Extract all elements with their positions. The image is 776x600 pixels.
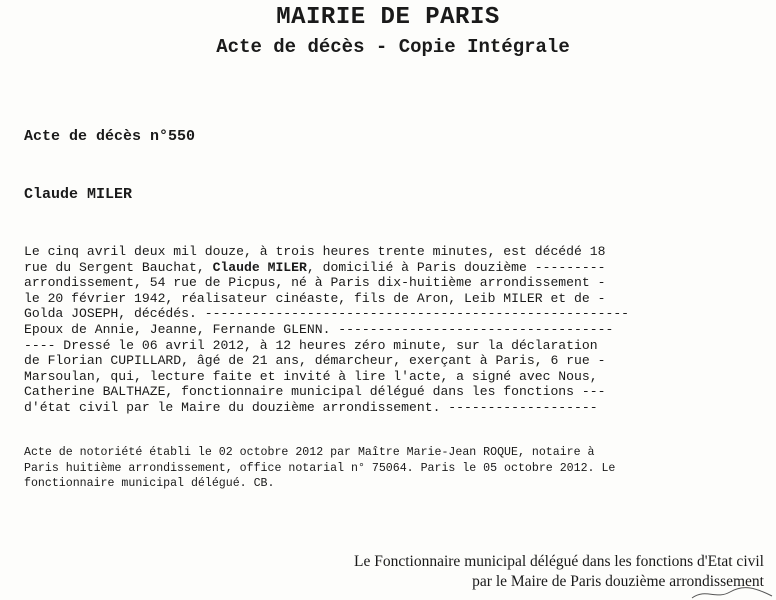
body-line: Epoux de Annie, Jeanne, Fernande GLENN. ----------------------------------- (24, 321, 614, 337)
death-record-body (24, 244, 684, 416)
body-line: ---- Dressé le 06 avril 2012, à 12 heures zéro minute, sur la déclaration (24, 337, 598, 353)
notoriety-notice (24, 445, 724, 492)
signature-line: Le Fonctionnaire municipal délégué dans les fonctions d'Etat civil (354, 553, 764, 570)
body-line: Golda JOSEPH, décédés. ------------------------------------------------------ (24, 306, 630, 322)
acte-number-heading: Acte de décès n°550 (24, 128, 196, 145)
body-line: Le cinq avril deux mil douze, à trois heures trente minutes, est décédé 18 (24, 244, 606, 259)
body-line: de Florian CUPILLARD, âgé de 21 ans, démarcheur, exerçant à Paris, 6 rue - (24, 353, 606, 369)
body-line: le 20 février 1942, réalisateur cinéaste, fils de Aron, Leib MILER et de - (24, 290, 606, 306)
deceased-name-heading: Claude MILER (24, 186, 133, 203)
notice-line: Acte de notoriété établi le 02 octobre 2012 par Maître Marie-Jean ROQUE, notaire à (24, 446, 595, 459)
document-subtitle: Acte de décès - Copie Intégrale (216, 36, 570, 58)
body-line-part: rue du Sergent Bauchat, (24, 259, 213, 275)
body-line: d'état civil par le Maire du douzième arrondissement. ------------------- (24, 399, 598, 415)
deceased-name-inline: Claude MILER (212, 259, 307, 275)
signature-line: par le Maire de Paris douzième arrondissement (472, 573, 764, 590)
body-line: arrondissement, 54 rue de Picpus, né à Paris dix-huitième arrondissement - (24, 275, 606, 291)
body-line (24, 260, 684, 276)
notice-line: Paris huitième arrondissement, office notarial n° 75064. Paris le 05 octobre 2012. Le (24, 461, 616, 475)
body-line: Catherine BALTHAZE, fonctionnaire municipal délégué dans les fonctions --- (24, 384, 606, 400)
page-title: MAIRIE DE PARIS (276, 4, 500, 31)
notice-line: fonctionnaire municipal délégué. CB. (24, 477, 275, 490)
body-line: Marsoulan, qui, lecture faite et invité à lire l'acte, a signé avec Nous, (24, 368, 598, 384)
signature-scribble-icon (686, 586, 776, 600)
body-line-part: , domicilié à Paris douzième --------- (306, 259, 606, 275)
